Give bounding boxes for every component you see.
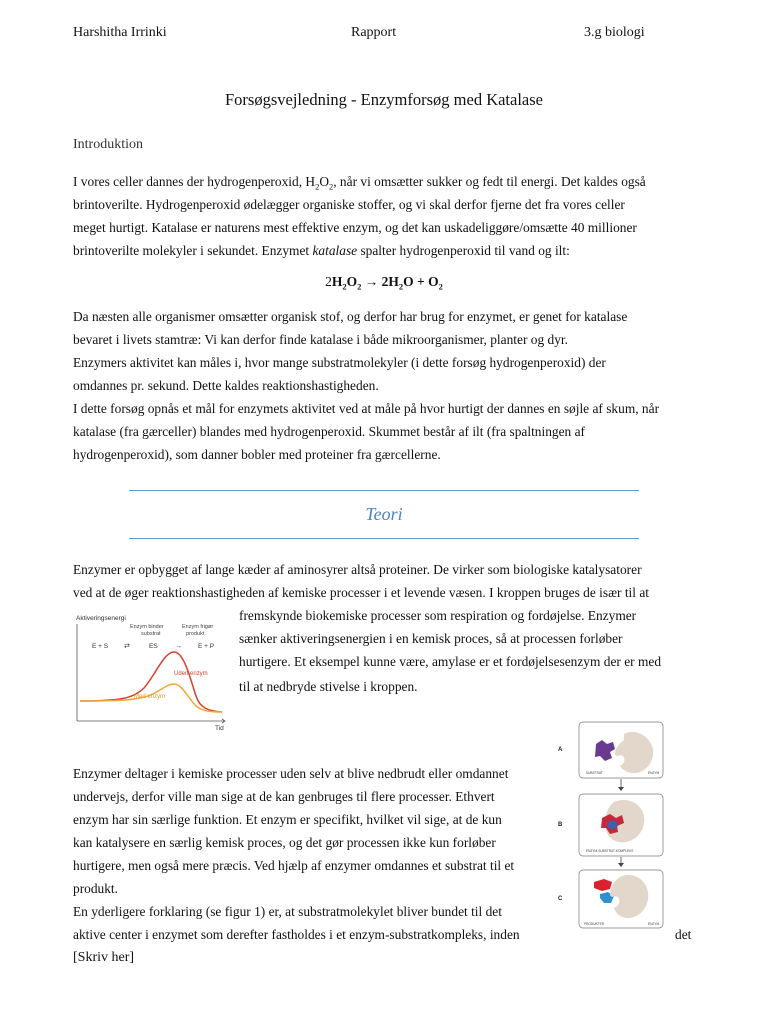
- release-label-1: Enzym frigør: [182, 624, 214, 630]
- panel-c-label: C: [558, 896, 563, 902]
- curve-with-label: Med enzym: [134, 694, 166, 700]
- substrate-caption: SUBSTRAT: [586, 771, 603, 775]
- binds-label-1: Enzym binder: [130, 624, 164, 630]
- enzyme-caption-c: ENZYM: [648, 922, 660, 926]
- teori-p2-line8-end: det: [675, 927, 692, 942]
- activation-energy-figure: [72, 608, 230, 732]
- teori-p1-line6: til at nedbryde stivelse i kroppen.: [239, 679, 418, 694]
- reaction-equation: $2H_2O_2 \to 2H_2O + O_2$: [325, 274, 443, 292]
- products-caption: PRODUKTER: [584, 922, 605, 926]
- state-complex: ES: [149, 643, 158, 650]
- release-label-2: produkt: [186, 631, 205, 637]
- enzyme-caption-a: ENZYM: [648, 771, 660, 775]
- teori-p2-line8: aktive center i enzymet som derefter fastholdes i et enzym-substratkompleks, inden: [73, 927, 520, 942]
- intro-p1-line1: I vores celler dannes der hydrogenperoxid, $H_2O_2$, når vi omsætter sukker og fedt til energi. Det kaldes også: [73, 174, 646, 192]
- header-author: Harshitha Irrinki: [73, 25, 167, 40]
- intro-p2-line1: Da næsten alle organismer omsætter organisk stof, og derfor har brug for enzymet, er genet for katalase: [73, 309, 628, 324]
- teori-p1-line4: sænker aktiveringsenergien i en kemisk proces, så at processen forløber: [239, 631, 623, 646]
- header-course: 3.g biologi: [584, 25, 645, 40]
- divider-bottom: [129, 538, 639, 539]
- teori-p1-line5: hurtigere. Et eksempel kunne være, amylase er et fordøjelsesenzym der er med: [239, 654, 662, 669]
- teori-p2-line2: undervejs, derfor ville man sige at de kan genbruges til flere processer. Ethvert: [73, 789, 495, 804]
- complex-caption: ENZYM-SUBSTRAT-KOMPLEKS: [586, 849, 634, 853]
- equilibrium-arrow: ⇄: [124, 643, 130, 650]
- teori-p1-line1: Enzymer er opbygget af lange kæder af aminosyrer altså proteiner. De virker som biologiske katalysatorer: [73, 562, 642, 577]
- teori-heading: Teori: [365, 504, 403, 524]
- intro-p2-line5: I dette forsøg opnås et mål for enzymets aktivitet ved at måle på hvor hurtigt der dannes en søjle af skum, når: [73, 401, 660, 416]
- curve-without-label: Uden enzym: [174, 671, 208, 677]
- intro-p2-line4: omdannes pr. sekund. Dette kaldes reaktionshastigheden.: [73, 378, 379, 393]
- header-doc-type: Rapport: [351, 25, 397, 40]
- curve-without-enzyme: [80, 652, 222, 712]
- teori-p2-line6: produkt.: [73, 881, 119, 896]
- forward-arrow: →: [175, 643, 182, 650]
- document-title: Forsøgsvejledning - Enzymforsøg med Katalase: [224, 90, 543, 109]
- arrow-b-c: [618, 863, 624, 867]
- divider-top: [129, 490, 639, 491]
- intro-p1-line2: brintoverilte. Hydrogenperoxid ødelægger organiske stoffer, og vi skal derfor fjerne det fra vores celler: [73, 197, 625, 212]
- panel-b-label: B: [558, 822, 563, 828]
- state-ep-right: E + P: [198, 643, 215, 650]
- intro-p2-line2: bevaret i livets stamtræ: Vi kan derfor finde katalase i både mikroorganismer, planter og dyr.: [73, 332, 568, 347]
- intro-p2-line6: katalase (fra gærceller) blandes med hydrogenperoxid. Skummet består af ilt (fra spaltningen af: [73, 424, 586, 439]
- intro-p1-line3: meget hurtigt. Katalase er naturens mest effektive enzym, og det kan uskadeliggøre/omsætte 40 millioner: [73, 220, 637, 235]
- intro-p1-line4: brintoverilte molekyler i sekundet. Enzymet katalase spalter hydrogenperoxid til vand og ilt:: [73, 243, 570, 258]
- enzyme-substrate-figure: [556, 716, 698, 934]
- energy-x-label: Tid: [215, 725, 224, 732]
- teori-p2-line4: kan katalysere en særlig kemisk proces, og det gør processen ikke kun forløber: [73, 835, 496, 850]
- footer-placeholder[interactable]: [Skriv her]: [73, 950, 135, 965]
- energy-y-label: Aktiveringsenergi: [76, 615, 126, 622]
- teori-p2-line3: enzym har sin særlige funktion. Et enzym er specifikt, hvilket vil sige, at de kun: [73, 812, 502, 827]
- teori-p1-line2: ved at de øger reaktionshastigheden af kemiske processer i et levende væsen. I kroppen bruges de især til at: [73, 585, 649, 600]
- teori-p2-line1: Enzymer deltager i kemiske processer uden selv at blive nedbrudt eller omdannet: [73, 766, 509, 781]
- teori-p1-line3: fremskynde biokemiske processer som respiration og fordøjelse. Enzymer: [239, 608, 637, 623]
- intro-p2-line3: Enzymers aktivitet kan måles i, hvor mange substratmolekyler (i dette forsøg hydrogenperoxid) der: [73, 355, 606, 370]
- arrow-a-b: [618, 787, 624, 791]
- teori-p2-line5: hurtigere, men også mere præcis. Ved hjælp af enzymer omdannes et substrat til et: [73, 858, 515, 873]
- binds-label-2: substrat: [141, 631, 161, 637]
- state-es-left: E + S: [92, 643, 109, 650]
- intro-p2-line7: hydrogenperoxid), som danner bobler med proteiner fra gærcellerne.: [73, 447, 441, 462]
- panel-a-label: A: [558, 747, 563, 753]
- teori-p2-line7: En yderligere forklaring (se figur 1) er, at substratmolekylet bliver bundet til det: [73, 904, 502, 919]
- intro-heading: Introduktion: [73, 137, 143, 152]
